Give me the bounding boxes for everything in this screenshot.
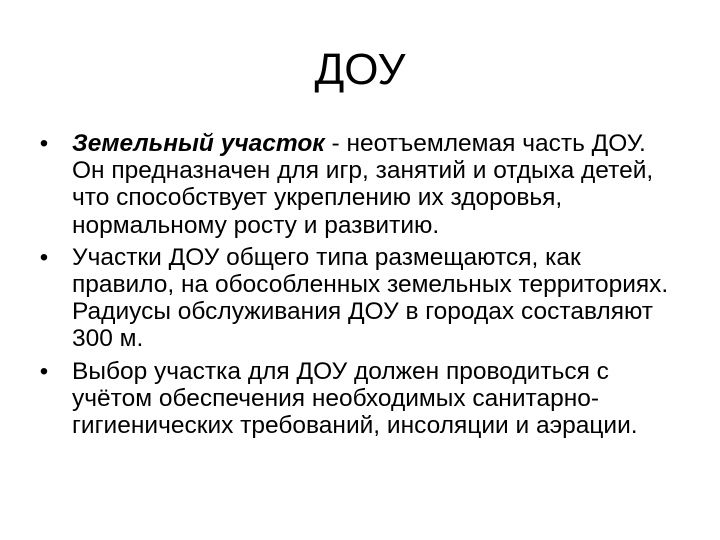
bullet-icon: • xyxy=(39,243,49,271)
slide-title: ДОУ xyxy=(314,45,406,94)
bullet-text: Участки ДОУ общего типа размещаются, как правило, на обособленных земельных территориях. Радиусы обслуживания ДОУ в городах составляют 300 м. xyxy=(72,243,669,353)
bullet-text: Выбор участка для ДОУ должен проводиться с учётом обеспечения необходимых санитарно-гигиенических требований, инсоляции и аэрации. xyxy=(72,357,638,440)
bullet-item-plot-selection xyxy=(34,358,674,440)
bullet-item-land-plot xyxy=(34,130,674,239)
bullet-term: Земельный участок xyxy=(72,130,325,157)
bullet-item-plot-location xyxy=(34,244,674,353)
bullet-icon: • xyxy=(39,357,49,385)
bullet-text: - неотъемлемая часть ДОУ. Он предназначен для игр, занятий и отдыха детей, что способствует укреплению их здоровья, нормальному росту и развитию. xyxy=(72,130,654,239)
bullet-icon: • xyxy=(39,130,49,157)
bullet-list xyxy=(34,130,674,444)
